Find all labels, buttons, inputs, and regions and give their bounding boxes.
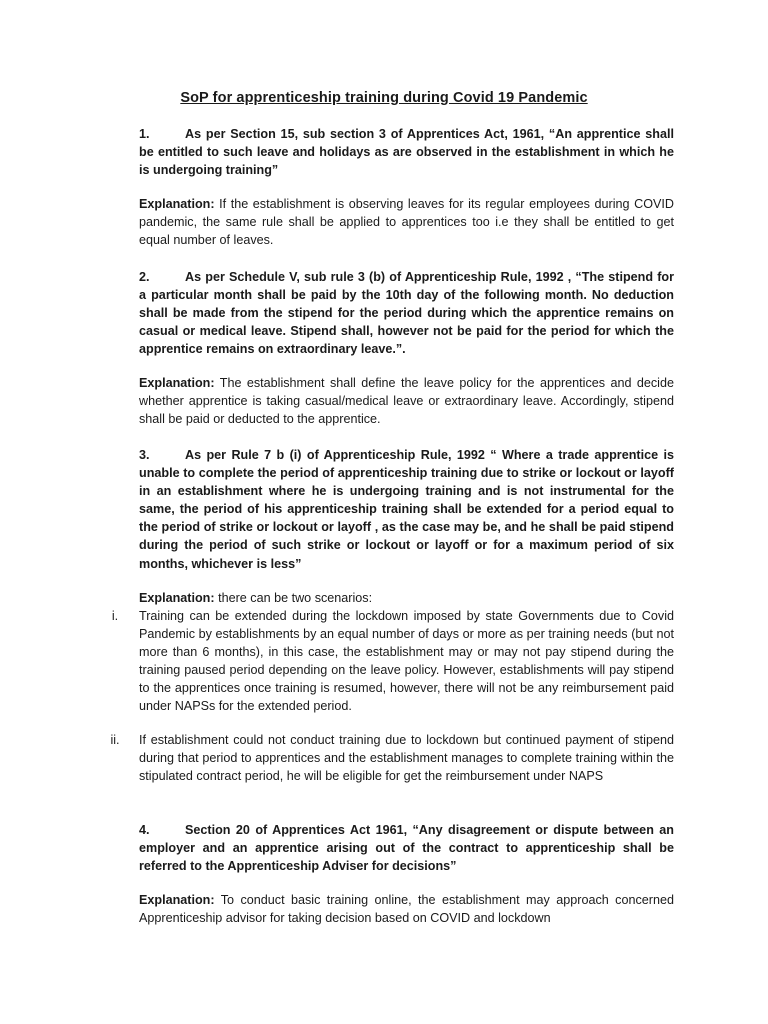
explanation-label: Explanation:	[139, 376, 215, 390]
explanation-label: Explanation:	[139, 591, 215, 605]
clause-number: 3.	[139, 448, 150, 462]
scenario-1: Training can be extended during the lockdown imposed by state Governments due to Covid Pandemic by establishments by an equal number of days or more as per training needs (but not more than 6 months), in this case, the establishment may or may not pay stipend during the training paused period depending on the leave policy. However, establishments will pay stipend to the apprentices once training is resumed, however, there will not be any reimbursement paid under NAPSs for the extended period.	[139, 609, 674, 714]
explanation-label: Explanation:	[139, 893, 215, 907]
explanation-text: If the establishment is observing leaves for its regular employees during COVID pandemic, the same rule shall be applied to apprentices too i.e they shall be entitled to get equal number of leaves.	[139, 197, 675, 248]
explanation-1	[139, 195, 674, 249]
explanation-text: there can be two scenarios:	[218, 591, 373, 605]
clause-text: As per Section 15, sub section 3 of Apprentices Act, 1961, “An apprentice shall be entitled to such leave and holidays as are observed in the establishment in which he is undergoing training”	[139, 127, 674, 178]
clause-number: 4.	[139, 823, 150, 837]
scenario-marker: i.	[111, 609, 119, 623]
explanation-3	[139, 589, 674, 607]
clause-3	[139, 446, 674, 573]
clause-number: 2.	[139, 270, 150, 284]
clause-text: Section 20 of Apprentices Act 1961, “Any disagreement or dispute between an employer and an apprentice arising out of the contract to apprenticeship shall be referred to the Apprenticeship Adviser for decisions”	[139, 823, 674, 874]
clause-text: As per Rule 7 b (i) of Apprenticeship Rule, 1992 “ Where a trade apprentice is unable to complete the period of apprenticeship training due to strike or lockout or layoff in an establishment where he is undergoing training and is not instrumental for the same, the period of his apprenticeship training shall be extended for a period equal to the period of strike or lockout or layoff , as the case may be, and he shall be paid stipend during the period of such strike or lockout or layoff or for a maximum period of six months, whichever is less”	[139, 448, 674, 571]
scenario-2: If establishment could not conduct training due to lockdown but continued payment of stipend during that period to apprentices and the establishment manages to complete training within the stipulated contract period, he will be eligible for get the reimbursement under NAPS	[139, 733, 674, 784]
clause-number: 1.	[139, 127, 150, 141]
clause-4	[139, 821, 674, 875]
explanation-text: The establishment shall define the leave policy for the apprentices and decide whether apprentice is taking casual/medical leave or extraordinary leave. Accordingly, stipend shall be paid or deducted to the apprentice.	[139, 376, 674, 427]
document-title: SoP for apprenticeship training during Covid 19 Pandemic	[180, 90, 588, 106]
explanation-label: Explanation:	[139, 197, 215, 211]
clause-text: As per Schedule V, sub rule 3 (b) of Apprenticeship Rule, 1992 , “The stipend for a particular month shall be paid by the 10th day of the following month. No deduction shall be made from the stipend for the period during which the apprentice remains on casual or medical leave. Stipend shall, however not be paid for the period for which the apprentice remains on extraordinary leave.”.	[139, 270, 674, 357]
explanation-text: To conduct basic training online, the establishment may approach concerned Apprenticeship advisor for taking decision based on COVID and lockdown	[139, 893, 674, 926]
clause-2	[139, 268, 674, 358]
explanation-2	[139, 374, 674, 428]
scenario-marker: ii.	[110, 733, 120, 747]
explanation-4	[139, 891, 674, 927]
clause-1	[139, 125, 674, 179]
